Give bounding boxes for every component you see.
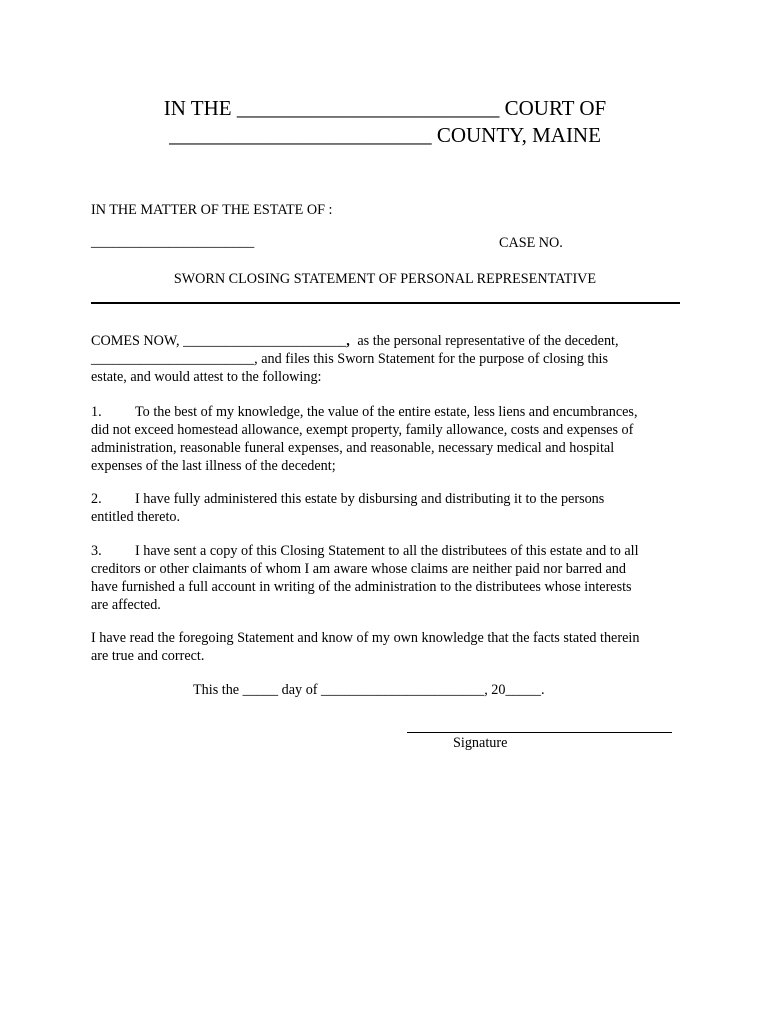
intro-line-1 <box>91 332 681 350</box>
item-1-line-1 <box>91 403 681 421</box>
decedent-name-blank: _______________________ <box>91 234 255 250</box>
item-1-number: 1. <box>91 404 102 420</box>
estate-matter-label: IN THE MATTER OF THE ESTATE OF : <box>91 202 333 218</box>
item-3-line-1 <box>91 542 681 560</box>
intro-comes-now: COMES NOW, _______________________ <box>91 333 347 349</box>
item-1-line-3: administration, reasonable funeral expenses, and reasonable, necessary medical and hospital <box>91 440 615 456</box>
item-3-line-2: creditors or other claimants of whom I am aware whose claims are neither paid nor barred and <box>91 561 626 577</box>
signature-label: Signature <box>453 735 508 751</box>
court-heading-line-2: _________________________ COUNTY, MAINE <box>169 123 601 147</box>
numbered-item-2 <box>91 490 681 526</box>
intro-line-3: estate, and would attest to the following: <box>91 369 322 385</box>
intro-representative-text: as the personal representative of the decedent, <box>357 333 619 349</box>
item-3-number: 3. <box>91 543 102 559</box>
item-2-line-1 <box>91 490 681 508</box>
item-3-line-4: are affected. <box>91 597 161 613</box>
signature-line <box>407 732 672 733</box>
item-2-text-1: I have fully administered this estate by disbursing and distributing it to the persons <box>135 491 605 507</box>
document-title: SWORN CLOSING STATEMENT OF PERSONAL REPRESENTATIVE <box>173 271 597 287</box>
attestation-paragraph <box>91 629 681 665</box>
attestation-line-1: I have read the foregoing Statement and know of my own knowledge that the facts stated therein <box>91 630 640 646</box>
item-2-number: 2. <box>91 491 102 507</box>
item-2-line-2: entitled thereto. <box>91 509 181 525</box>
item-1-line-4: expenses of the last illness of the decedent; <box>91 458 336 474</box>
case-number-label: CASE NO. <box>499 235 563 251</box>
intro-line-2: _______________________, and files this Sworn Statement for the purpose of closing this <box>91 351 609 367</box>
item-1-line-2: did not exceed homestead allowance, exempt property, family allowance, costs and expenses of <box>91 422 634 438</box>
date-line: This the _____ day of _______________________, 20_____. <box>193 682 545 698</box>
numbered-item-1 <box>91 403 681 475</box>
item-3-text-1: I have sent a copy of this Closing Statement to all the distributees of this estate and to all <box>135 543 639 559</box>
attestation-line-2: are true and correct. <box>91 648 205 664</box>
court-heading-line-1: IN THE _________________________ COURT OF <box>163 96 607 120</box>
intro-comma: , <box>346 333 350 349</box>
numbered-item-3 <box>91 542 681 614</box>
intro-paragraph <box>91 332 681 386</box>
item-3-line-3: have furnished a full account in writing of the administration to the distributees whose interests <box>91 579 632 595</box>
item-1-text-1: To the best of my knowledge, the value of the entire estate, less liens and encumbrances, <box>135 404 638 420</box>
title-divider <box>91 302 680 304</box>
